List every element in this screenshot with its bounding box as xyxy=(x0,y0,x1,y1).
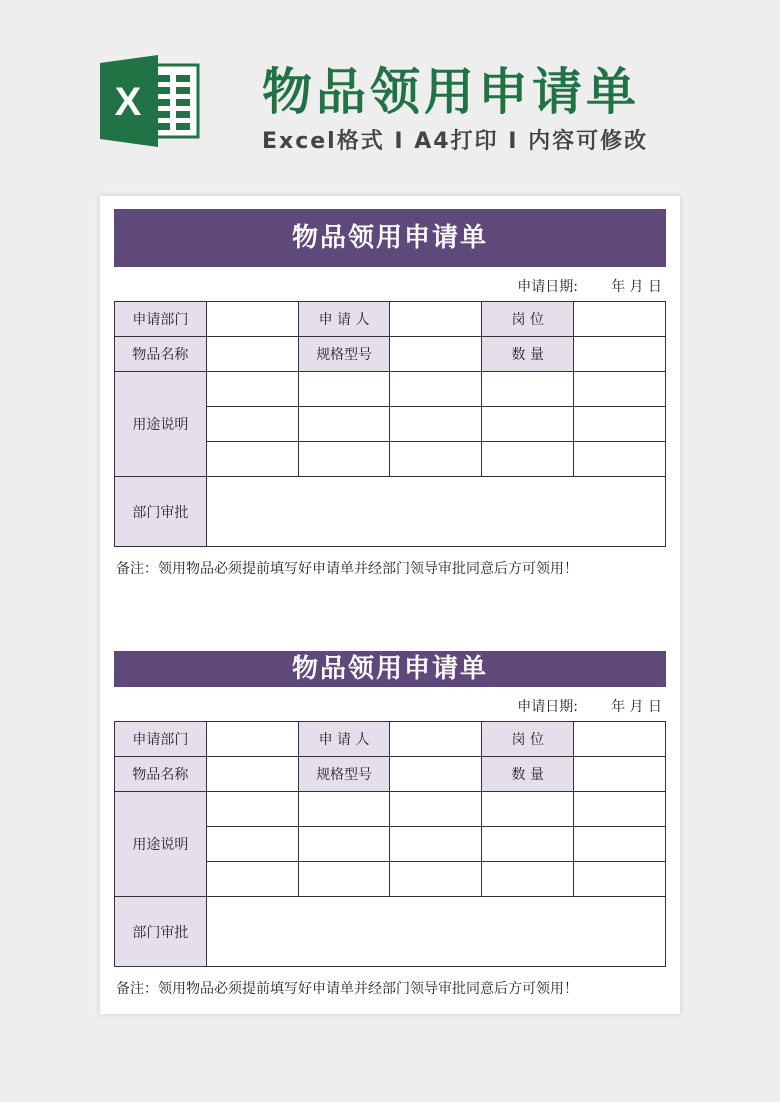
purpose-cell[interactable] xyxy=(206,862,298,897)
form-title: 物品领用申请单 xyxy=(114,651,666,687)
purpose-cell[interactable] xyxy=(390,442,482,477)
purpose-cell[interactable] xyxy=(298,792,390,827)
label-approval: 部门审批 xyxy=(115,897,207,967)
label-approval: 部门审批 xyxy=(115,477,207,547)
label-spec-model: 规格型号 xyxy=(298,757,390,792)
purpose-cell[interactable] xyxy=(574,792,666,827)
purpose-cell[interactable] xyxy=(298,442,390,477)
purpose-cell[interactable] xyxy=(298,407,390,442)
input-approval[interactable] xyxy=(206,897,665,967)
purpose-cell[interactable] xyxy=(482,407,574,442)
input-quantity[interactable] xyxy=(574,757,666,792)
purpose-cell[interactable] xyxy=(298,372,390,407)
label-item-name: 物品名称 xyxy=(115,337,207,372)
date-value[interactable]: 年 月 日 xyxy=(611,699,662,715)
purpose-cell[interactable] xyxy=(206,372,298,407)
document-page xyxy=(100,196,680,1014)
input-item-name[interactable] xyxy=(206,337,298,372)
input-applicant[interactable] xyxy=(390,302,482,337)
label-spec-model: 规格型号 xyxy=(298,337,390,372)
form-note: 备注：领用物品必须提前填写好申请单并经部门领导审批同意后方可领用！ xyxy=(116,561,578,577)
date-value[interactable]: 年 月 日 xyxy=(611,279,662,295)
purpose-cell[interactable] xyxy=(574,442,666,477)
label-applicant: 申 请 人 xyxy=(298,302,390,337)
purpose-cell[interactable] xyxy=(390,862,482,897)
purpose-cell[interactable] xyxy=(482,827,574,862)
input-item-name[interactable] xyxy=(206,757,298,792)
date-label: 申请日期: xyxy=(517,279,578,295)
svg-text:X: X xyxy=(114,80,142,124)
purpose-cell[interactable] xyxy=(206,407,298,442)
input-approval[interactable] xyxy=(206,477,665,547)
label-position: 岗 位 xyxy=(482,302,574,337)
purpose-cell[interactable] xyxy=(206,442,298,477)
purpose-cell[interactable] xyxy=(206,827,298,862)
form-table xyxy=(114,721,666,967)
label-quantity: 数 量 xyxy=(482,757,574,792)
purpose-cell[interactable] xyxy=(482,372,574,407)
purpose-cell[interactable] xyxy=(298,862,390,897)
input-quantity[interactable] xyxy=(574,337,666,372)
label-purpose: 用途说明 xyxy=(115,792,207,897)
input-spec-model[interactable] xyxy=(390,337,482,372)
label-department: 申请部门 xyxy=(115,722,207,757)
label-item-name: 物品名称 xyxy=(115,757,207,792)
form-2 xyxy=(114,651,666,998)
form-note: 备注：领用物品必须提前填写好申请单并经部门领导审批同意后方可领用！ xyxy=(116,981,578,997)
form-table xyxy=(114,301,666,547)
purpose-cell[interactable] xyxy=(298,827,390,862)
purpose-cell[interactable] xyxy=(574,862,666,897)
purpose-cell[interactable] xyxy=(574,827,666,862)
purpose-cell[interactable] xyxy=(482,442,574,477)
input-position[interactable] xyxy=(574,302,666,337)
form-1 xyxy=(114,209,666,578)
date-label: 申请日期: xyxy=(517,699,578,715)
form-title: 物品领用申请单 xyxy=(114,209,666,267)
input-department[interactable] xyxy=(206,302,298,337)
purpose-cell[interactable] xyxy=(574,407,666,442)
input-position[interactable] xyxy=(574,722,666,757)
purpose-cell[interactable] xyxy=(482,792,574,827)
purpose-cell[interactable] xyxy=(390,407,482,442)
label-purpose: 用途说明 xyxy=(115,372,207,477)
label-quantity: 数 量 xyxy=(482,337,574,372)
purpose-cell[interactable] xyxy=(390,372,482,407)
label-position: 岗 位 xyxy=(482,722,574,757)
label-applicant: 申 请 人 xyxy=(298,722,390,757)
purpose-cell[interactable] xyxy=(390,792,482,827)
banner-title: 物品领用申请单 xyxy=(262,63,640,121)
purpose-cell[interactable] xyxy=(206,792,298,827)
input-applicant[interactable] xyxy=(390,722,482,757)
purpose-cell[interactable] xyxy=(574,372,666,407)
input-department[interactable] xyxy=(206,722,298,757)
excel-icon xyxy=(100,55,200,147)
input-spec-model[interactable] xyxy=(390,757,482,792)
label-department: 申请部门 xyxy=(115,302,207,337)
banner-subtitle: Excel格式 I A4打印 I 内容可修改 xyxy=(262,129,649,154)
purpose-cell[interactable] xyxy=(482,862,574,897)
date-line xyxy=(114,267,666,301)
date-line xyxy=(114,687,666,721)
purpose-cell[interactable] xyxy=(390,827,482,862)
